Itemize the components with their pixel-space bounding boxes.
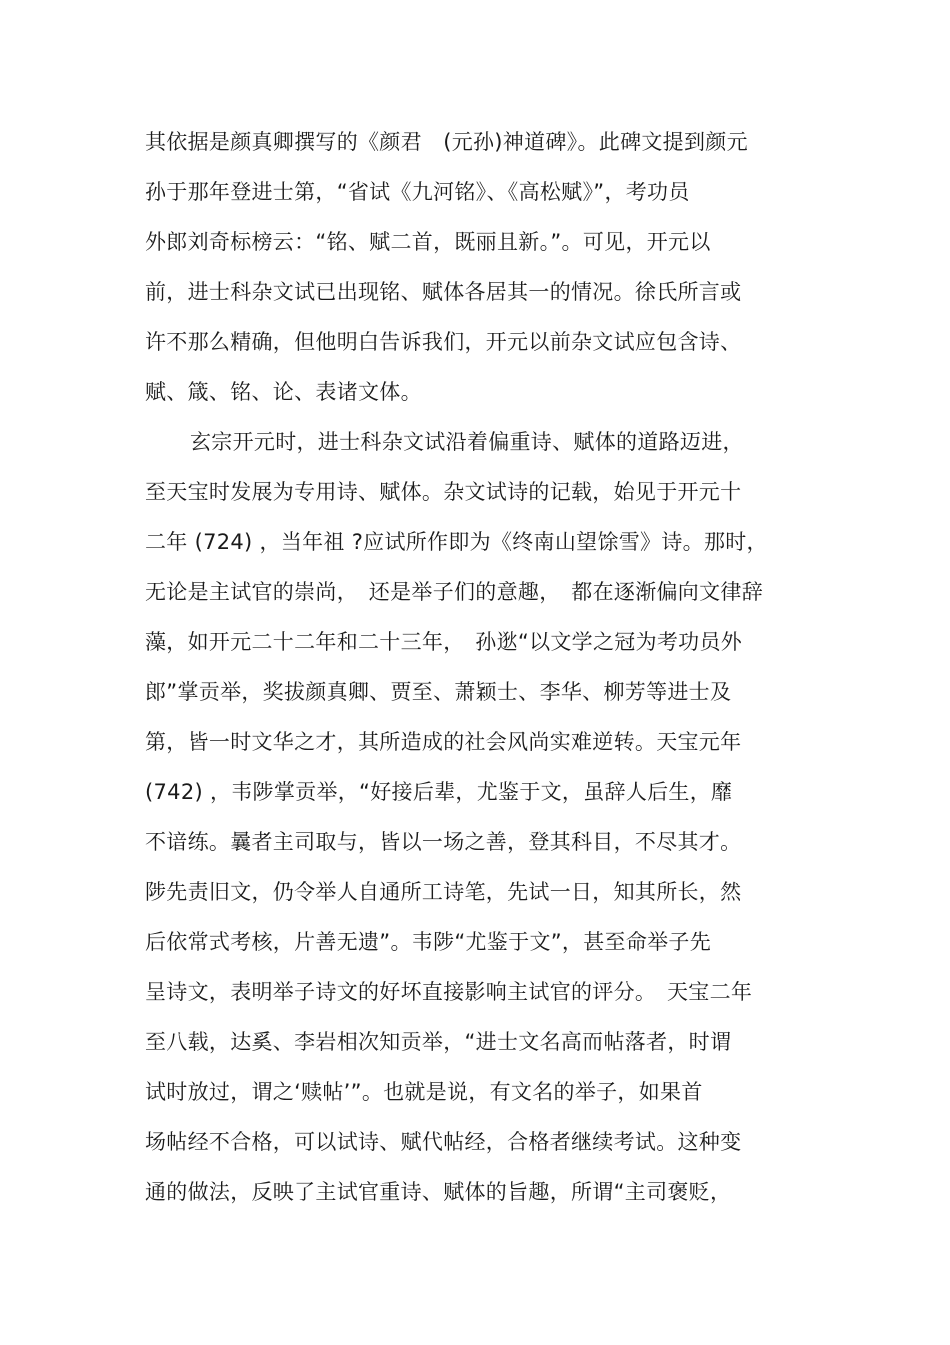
text-line-4: 前，进士科杂文试已出现铭、赋体各居其一的情况。徐氏所言或 <box>145 280 742 304</box>
text-line-1: 其依据是颜真卿撰写的《颜君 (元孙)神道碑》。此碑文提到颜元 <box>145 130 748 154</box>
text-line-7: 玄宗开元时，进士科杂文试沿着偏重诗、赋体的道路迈进， <box>190 430 744 454</box>
text-line-2: 孙于那年登进士第，“省试《九河铭》、《高松赋》”，考功员 <box>145 180 690 204</box>
text-line-20: 试时放过，谓之‘赎帖’”。也就是说，有文名的举子，如果首 <box>145 1080 703 1104</box>
text-line-11: 藻，如开元二十二年和二十三年， 孙逖“以文学之冠为考功员外 <box>145 630 743 654</box>
text-line-15: 不谙练。曩者主司取与，皆以一场之善，登其科目，不尽其才。 <box>145 830 742 854</box>
text-line-3: 外郎刘奇标榜云：“铭、赋二首，既丽且新。”。可见，开元以 <box>145 230 711 254</box>
text-line-12: 郎”掌贡举，奖拔颜真卿、贾至、萧颖士、李华、柳芳等进士及 <box>145 680 732 704</box>
text-line-14: (742) ，韦陟掌贡举，“好接后辈，尤鉴于文，虽辞人后生，靡 <box>145 780 733 804</box>
text-line-16: 陟先责旧文，仍令举人自通所工诗笔，先试一日，知其所长，然 <box>145 880 742 904</box>
text-line-17: 后依常式考核，片善无遗”。韦陟“尤鉴于文”，甚至命举子先 <box>145 930 712 954</box>
text-line-19: 至八载，达奚、李岩相次知贡举，“进士文名高而帖落者，时谓 <box>145 1030 732 1054</box>
text-line-10: 无论是主试官的崇尚， 还是举子们的意趣， 都在逐渐偏向文律辞 <box>145 580 763 604</box>
text-line-18: 呈诗文，表明举子诗文的好坏直接影响主试官的评分。 天宝二年 <box>145 980 753 1004</box>
text-line-5: 许不那么精确，但他明白告诉我们，开元以前杂文试应包含诗、 <box>145 330 742 354</box>
text-line-13: 第，皆一时文华之才，其所造成的社会风尚实难逆转。天宝元年 <box>145 730 742 754</box>
text-line-9: 二年 (724) ，当年祖 ?应试所作即为《终南山望馀雪》诗。那时， <box>145 530 768 554</box>
text-line-21: 场帖经不合格，可以试诗、赋代帖经，合格者继续考试。这种变 <box>145 1130 742 1154</box>
text-line-8: 至天宝时发展为专用诗、赋体。杂文试诗的记载，始见于开元十 <box>145 480 742 504</box>
text-line-22: 通的做法，反映了主试官重诗、赋体的旨趣，所谓“主司褒贬， <box>145 1180 732 1204</box>
text-line-6: 赋、箴、铭、论、表诸文体。 <box>145 380 422 404</box>
